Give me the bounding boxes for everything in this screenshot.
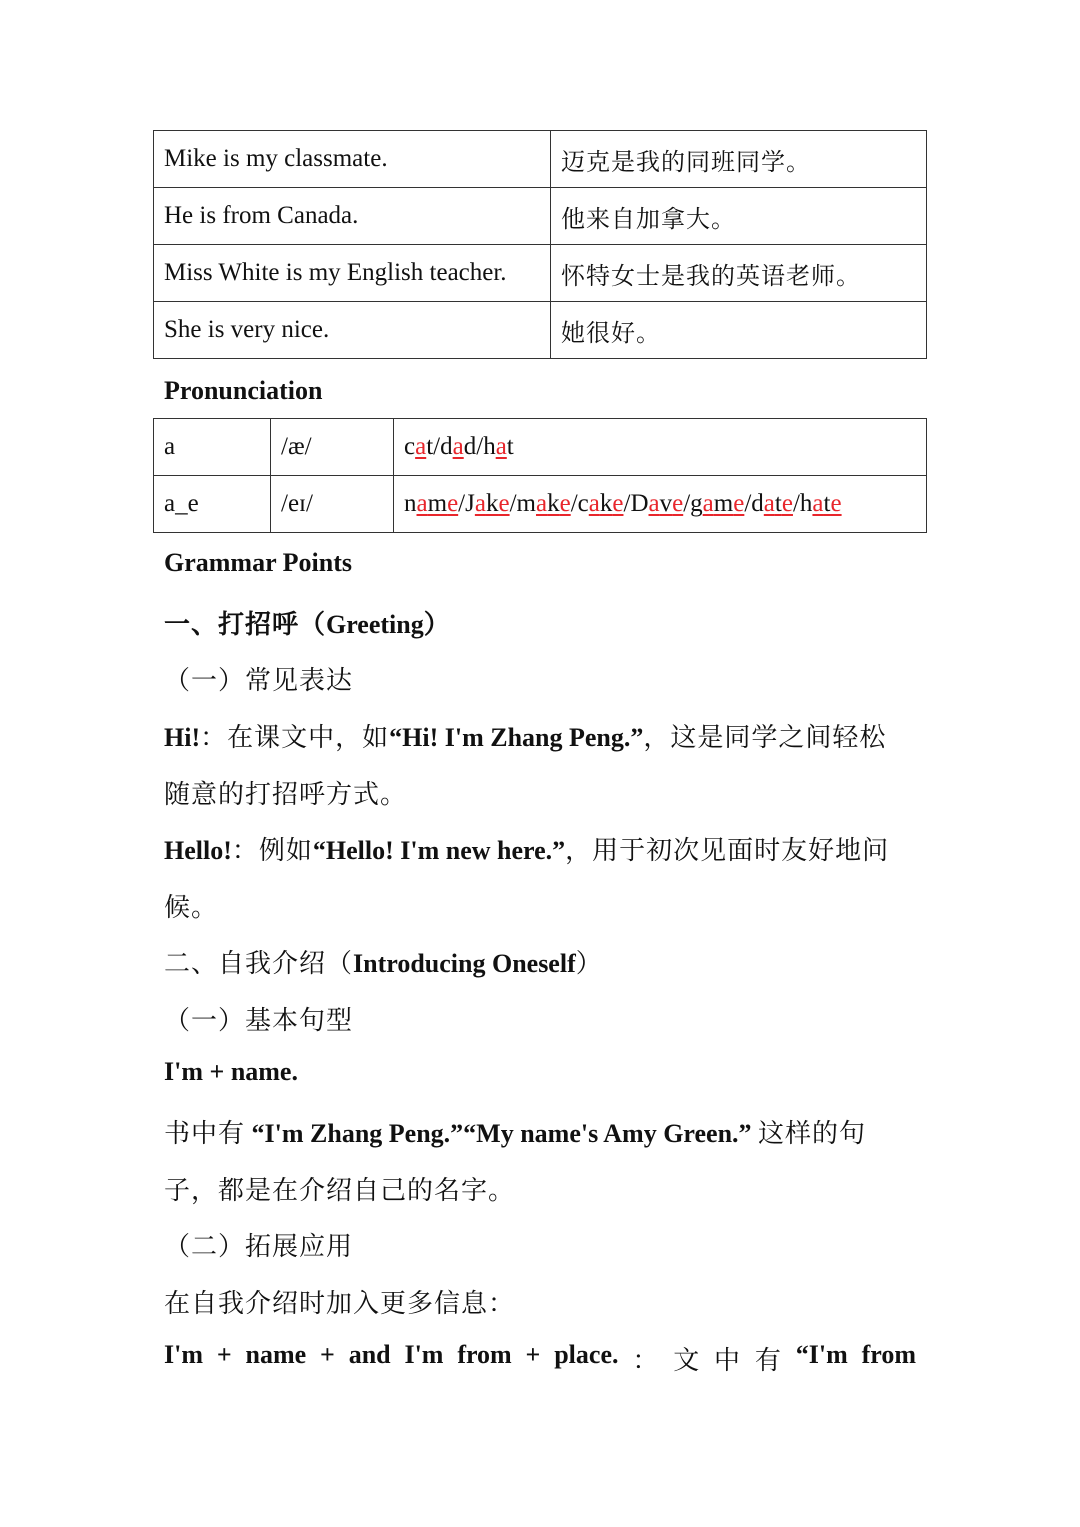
table-row bbox=[154, 419, 927, 476]
separator: / bbox=[570, 490, 578, 517]
word-part: m bbox=[516, 490, 536, 517]
separator: / bbox=[509, 490, 517, 517]
section-1-title: 一、打招呼（Greeting） bbox=[164, 610, 451, 640]
example-word bbox=[483, 433, 514, 460]
word-part: J bbox=[465, 490, 475, 517]
highlighted-vowel: a bbox=[588, 490, 600, 517]
separator: / bbox=[476, 433, 484, 460]
highlighted-vowel: a bbox=[648, 490, 660, 517]
word-part: c bbox=[404, 433, 416, 460]
word-part: h bbox=[799, 490, 813, 517]
separator: / bbox=[792, 490, 800, 517]
pattern-token: 有 bbox=[754, 1346, 782, 1376]
hi-paragraph-line-2: 随意的打招呼方式。 bbox=[164, 780, 408, 810]
pronunciation-heading: Pronunciation bbox=[164, 376, 323, 405]
highlighted-silent-e: e bbox=[498, 490, 510, 517]
highlighted-vowel: a bbox=[495, 433, 507, 460]
section-2-subtitle-1: （一）基本句型 bbox=[164, 1006, 354, 1036]
pronunciation-table bbox=[153, 418, 927, 533]
example-word bbox=[465, 490, 509, 517]
section-2-title: 二、自我介绍（Introducing Oneself） bbox=[164, 949, 603, 979]
word-part: v bbox=[659, 490, 673, 517]
highlighted-silent-e: e bbox=[447, 490, 459, 517]
more-info-line: 在自我介绍时加入更多信息： bbox=[164, 1289, 516, 1319]
word-part: d bbox=[751, 490, 764, 517]
pattern-token: I'm bbox=[404, 1340, 444, 1369]
word-part: k bbox=[547, 490, 560, 517]
word-part: t bbox=[506, 433, 514, 460]
chinese-translation-cell: 她很好。 bbox=[551, 302, 927, 359]
vocab-table bbox=[153, 130, 927, 359]
separator: / bbox=[623, 490, 631, 517]
highlighted-silent-e: e bbox=[612, 490, 624, 517]
word-part: g bbox=[690, 490, 703, 517]
pattern-token: from bbox=[457, 1340, 512, 1369]
letter-cell: a_e bbox=[154, 476, 271, 533]
highlighted-silent-e: e bbox=[672, 490, 684, 517]
highlighted-vowel: a bbox=[416, 490, 428, 517]
ipa-cell: /eɪ/ bbox=[271, 476, 394, 533]
hello-paragraph-line-2: 候。 bbox=[164, 893, 219, 923]
highlighted-vowel: a bbox=[474, 490, 486, 517]
separator: / bbox=[433, 433, 441, 460]
word-part: t bbox=[774, 490, 782, 517]
pattern-token: + bbox=[216, 1340, 232, 1369]
highlighted-vowel: a bbox=[812, 490, 824, 517]
highlighted-silent-e: e bbox=[733, 490, 745, 517]
section-1-subtitle: （一）常见表达 bbox=[164, 666, 354, 696]
pattern-token: ： bbox=[632, 1346, 660, 1376]
highlighted-silent-e: e bbox=[781, 490, 793, 517]
pattern-token: 中 bbox=[714, 1346, 742, 1376]
example-words-cell bbox=[394, 476, 927, 533]
example-word bbox=[751, 490, 793, 517]
table-row bbox=[154, 131, 927, 188]
hello-paragraph-line-1: Hello!：例如“Hello! I'm new here.”，用于初次见面时友好地问 bbox=[164, 836, 890, 866]
pattern-token: from bbox=[861, 1340, 916, 1369]
word-part: c bbox=[577, 490, 589, 517]
book-paragraph-line-1: 书中有 “I'm Zhang Peng.”“My name's Amy Green.” 这样的句 bbox=[164, 1119, 867, 1149]
chinese-translation-cell: 怀特女士是我的英语老师。 bbox=[551, 245, 927, 302]
english-sentence-cell: Miss White is my English teacher. bbox=[154, 245, 551, 302]
highlighted-vowel: a bbox=[415, 433, 427, 460]
word-part: d bbox=[463, 433, 477, 460]
ipa-cell: /æ/ bbox=[271, 419, 394, 476]
example-word bbox=[404, 490, 458, 517]
english-sentence-cell: Mike is my classmate. bbox=[154, 131, 551, 188]
example-word bbox=[690, 490, 744, 517]
grammar-heading: Grammar Points bbox=[164, 548, 352, 577]
pattern-token: 文 bbox=[673, 1346, 701, 1376]
chinese-translation-cell: 迈克是我的同班同学。 bbox=[551, 131, 927, 188]
highlighted-vowel: a bbox=[452, 433, 464, 460]
pattern-token: + bbox=[320, 1340, 335, 1369]
word-part: t bbox=[426, 433, 434, 460]
pattern-token: + bbox=[525, 1340, 541, 1369]
word-part: d bbox=[440, 433, 453, 460]
word-part: D bbox=[630, 490, 649, 517]
pattern-token: and bbox=[348, 1340, 391, 1369]
highlighted-silent-e: e bbox=[559, 490, 571, 517]
word-part: k bbox=[485, 490, 499, 517]
book-paragraph-line-2: 子，都是在介绍自己的名字。 bbox=[164, 1176, 516, 1206]
word-part: h bbox=[483, 433, 496, 460]
separator: / bbox=[744, 490, 752, 517]
word-part: k bbox=[599, 490, 613, 517]
english-sentence-cell: She is very nice. bbox=[154, 302, 551, 359]
letter-cell: a bbox=[154, 419, 271, 476]
separator: / bbox=[683, 490, 691, 517]
word-part: m bbox=[713, 490, 734, 517]
example-word bbox=[800, 490, 842, 517]
highlighted-silent-e: e bbox=[830, 490, 842, 517]
highlighted-vowel: a bbox=[763, 490, 775, 517]
separator: / bbox=[458, 490, 466, 517]
pattern-2-line bbox=[164, 1340, 916, 1377]
word-part: n bbox=[404, 490, 417, 517]
example-word bbox=[578, 490, 624, 517]
table-row bbox=[154, 188, 927, 245]
table-row bbox=[154, 476, 927, 533]
highlighted-vowel: a bbox=[702, 490, 714, 517]
chinese-translation-cell: 他来自加拿大。 bbox=[551, 188, 927, 245]
example-word bbox=[517, 490, 571, 517]
hi-paragraph-line-1: Hi!：在课文中，如“Hi! I'm Zhang Peng.”，这是同学之间轻松 bbox=[164, 723, 887, 753]
pattern-1: I'm + name. bbox=[164, 1057, 298, 1086]
example-word bbox=[630, 490, 683, 517]
table-row bbox=[154, 302, 927, 359]
example-words-cell bbox=[394, 419, 927, 476]
pattern-token: place. bbox=[554, 1340, 619, 1369]
word-part: m bbox=[427, 490, 448, 517]
english-sentence-cell: He is from Canada. bbox=[154, 188, 551, 245]
pattern-token: “I'm bbox=[795, 1340, 848, 1369]
pattern-token: name bbox=[245, 1340, 307, 1369]
table-row bbox=[154, 245, 927, 302]
pattern-token: I'm bbox=[164, 1340, 203, 1369]
section-2-subtitle-2: （二）拓展应用 bbox=[164, 1232, 354, 1262]
word-part: t bbox=[823, 490, 831, 517]
example-word bbox=[404, 433, 433, 460]
example-word bbox=[440, 433, 476, 460]
highlighted-vowel: a bbox=[535, 490, 548, 517]
